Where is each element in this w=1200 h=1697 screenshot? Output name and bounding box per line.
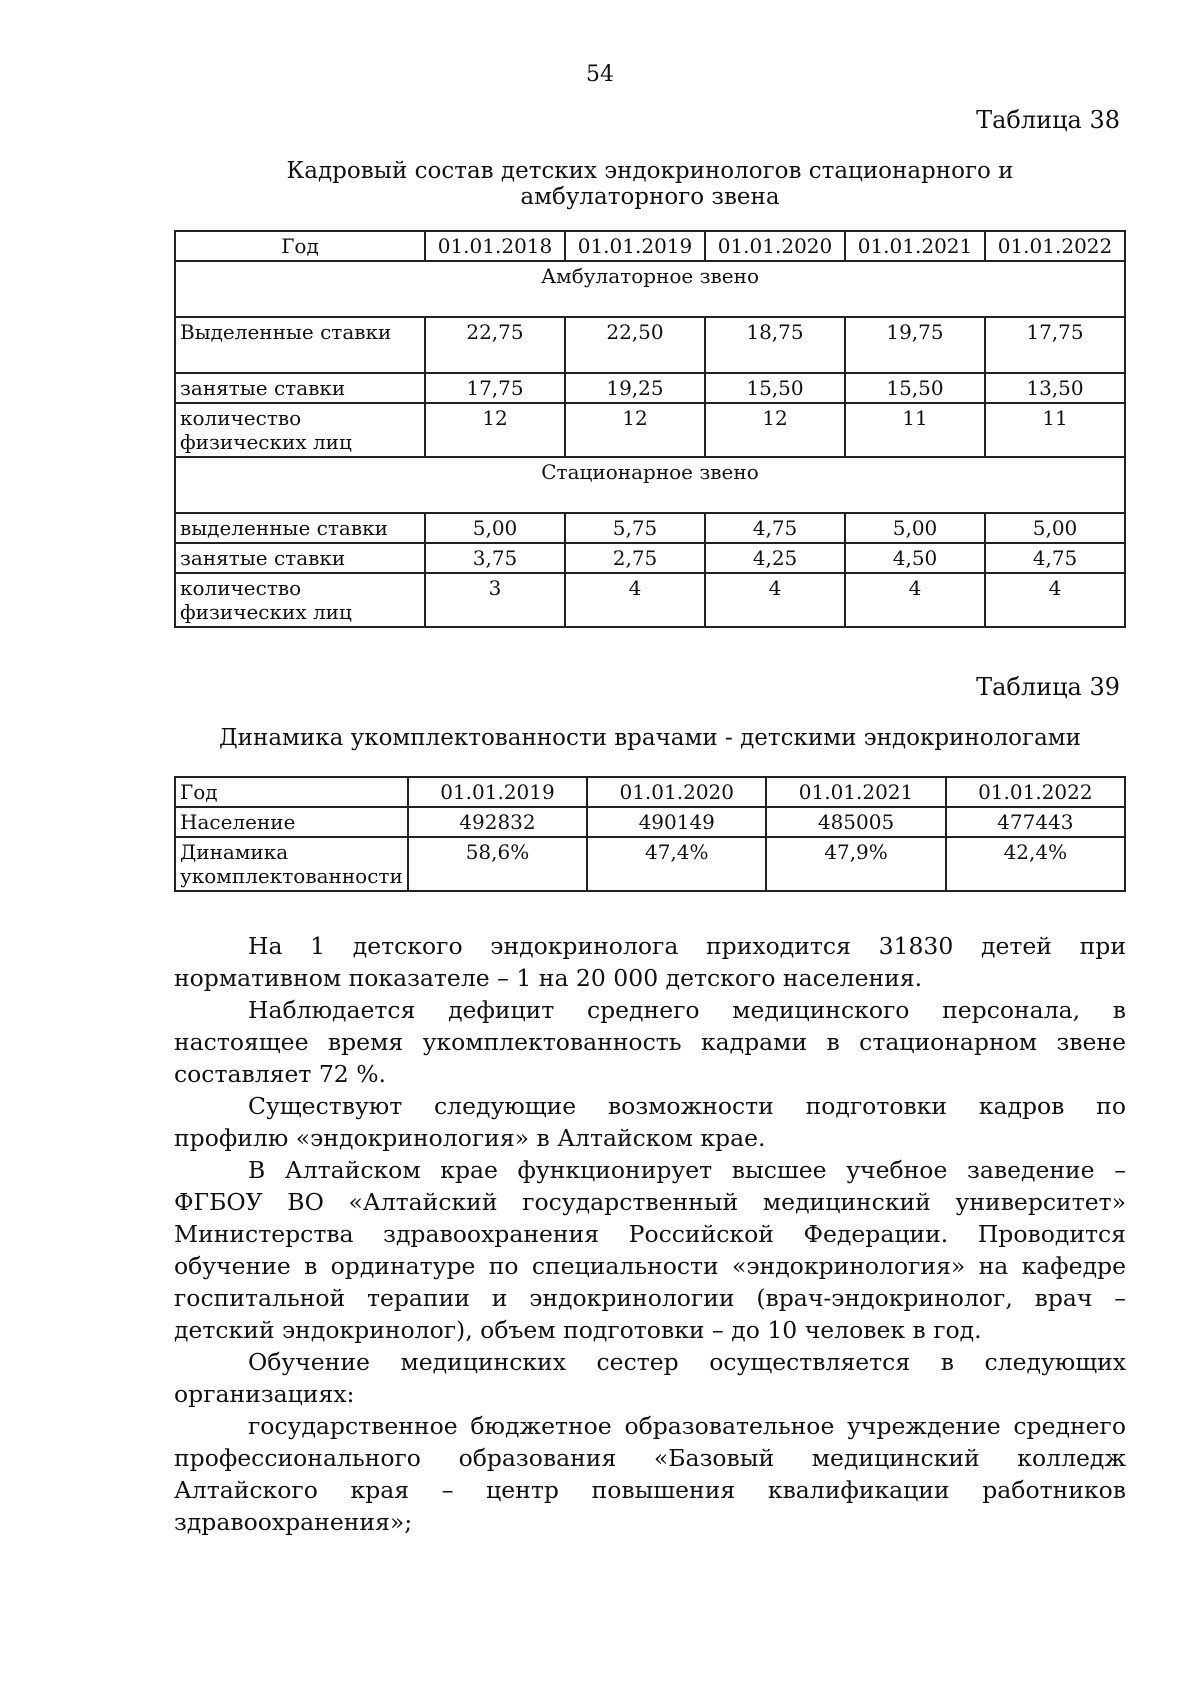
table-cell: 490149 xyxy=(587,807,766,837)
table-cell: 5,00 xyxy=(425,513,565,543)
table-cell: 58,6% xyxy=(408,837,587,891)
table-cell: 485005 xyxy=(766,807,945,837)
table-cell: 17,75 xyxy=(985,317,1125,373)
table-cell: 11 xyxy=(845,403,985,457)
table-cell: 17,75 xyxy=(425,373,565,403)
table-cell: 5,75 xyxy=(565,513,705,543)
table-cell: 5,00 xyxy=(985,513,1125,543)
table-row xyxy=(175,807,1125,837)
table-row xyxy=(175,573,1125,627)
table-cell: 4 xyxy=(565,573,705,627)
table-cell: 13,50 xyxy=(985,373,1125,403)
header-cell: 01.01.2019 xyxy=(408,777,587,807)
header-cell: 01.01.2020 xyxy=(705,231,845,261)
table-cell: 15,50 xyxy=(845,373,985,403)
table-cell: 4,75 xyxy=(985,543,1125,573)
table-cell: 22,50 xyxy=(565,317,705,373)
row-label: выделенные ставки xyxy=(175,513,425,543)
table-cell: 47,9% xyxy=(766,837,945,891)
table-cell: 22,75 xyxy=(425,317,565,373)
row-label: количество физических лиц xyxy=(175,403,425,457)
table-cell: 4,50 xyxy=(845,543,985,573)
paragraph: Существуют следующие возможности подготовки кадров по профилю «эндокринология» в Алтайском крае. xyxy=(174,1092,1126,1152)
table-cell: 11 xyxy=(985,403,1125,457)
section-ambulatory: Амбулаторное звено xyxy=(175,261,1125,317)
table-cell: 477443 xyxy=(946,807,1125,837)
table-header-row xyxy=(175,231,1125,261)
paragraph: Наблюдается дефицит среднего медицинского персонала, в настоящее время укомплектованность кадрами в стационарном звене составляет 72 %. xyxy=(174,996,1126,1088)
table-cell: 12 xyxy=(425,403,565,457)
section-inpatient: Стационарное звено xyxy=(175,457,1125,513)
table-row xyxy=(175,403,1125,457)
table38-caption-line1: Кадровый состав детских эндокринологов стационарного и xyxy=(286,158,1014,184)
table-cell: 3 xyxy=(425,573,565,627)
table-cell: 3,75 xyxy=(425,543,565,573)
table-cell: 42,4% xyxy=(946,837,1125,891)
header-cell: 01.01.2018 xyxy=(425,231,565,261)
row-label: Выделенные ставки xyxy=(175,317,425,373)
header-cell: 01.01.2019 xyxy=(565,231,705,261)
page-number: 54 xyxy=(586,62,614,87)
table39-label: Таблица 39 xyxy=(976,673,1120,701)
table38-caption-line2: амбулаторного звена xyxy=(520,184,780,210)
row-label: количество физических лиц xyxy=(175,573,425,627)
header-cell: 01.01.2021 xyxy=(766,777,945,807)
table-cell: 5,00 xyxy=(845,513,985,543)
table-cell: 12 xyxy=(705,403,845,457)
section-row xyxy=(175,261,1125,317)
header-cell: 01.01.2020 xyxy=(587,777,766,807)
table38-caption xyxy=(170,158,1130,210)
table-row xyxy=(175,837,1125,891)
table-cell: 4 xyxy=(705,573,845,627)
table-row xyxy=(175,373,1125,403)
header-cell: 01.01.2022 xyxy=(985,231,1125,261)
paragraph: государственное бюджетное образовательное учреждение среднего профессионального образования «Базовый медицинский колледж Алтайского края – центр повышения квалификации работников здравоохранения»; xyxy=(174,1412,1126,1536)
table-cell: 4,25 xyxy=(705,543,845,573)
table-header-row xyxy=(175,777,1125,807)
staff-table xyxy=(174,230,1126,628)
paragraph: В Алтайском крае функционирует высшее учебное заведение – ФГБОУ ВО «Алтайский государственный медицинский университет» Министерства здравоохранения Российской Федерации. Проводится обучение в ординатуре по специальности «эндокринология» на кафедре госпитальной терапии и эндокринологии (врач-эндокринолог, врач – детский эндокринолог), объем подготовки – до 10 человек в год. xyxy=(174,1156,1126,1344)
table-cell: 12 xyxy=(565,403,705,457)
table-cell: 4,75 xyxy=(705,513,845,543)
table-cell: 47,4% xyxy=(587,837,766,891)
row-label: занятые ставки xyxy=(175,543,425,573)
row-label: Население xyxy=(175,807,408,837)
table-row xyxy=(175,543,1125,573)
staffing-table xyxy=(174,776,1126,892)
header-cell: Год xyxy=(175,777,408,807)
table-cell: 18,75 xyxy=(705,317,845,373)
table-cell: 19,75 xyxy=(845,317,985,373)
table-row xyxy=(175,317,1125,373)
paragraph: На 1 детского эндокринолога приходится 31830 детей при нормативном показателе – 1 на 20 000 детского населения. xyxy=(174,932,1126,992)
row-label: Динамика укомплектованности xyxy=(175,837,408,891)
table38-label: Таблица 38 xyxy=(976,106,1120,134)
header-cell: 01.01.2021 xyxy=(845,231,985,261)
table-cell: 4 xyxy=(985,573,1125,627)
row-label: занятые ставки xyxy=(175,373,425,403)
table39-caption: Динамика укомплектованности врачами - детскими эндокринологами xyxy=(218,725,1082,751)
header-cell: 01.01.2022 xyxy=(946,777,1125,807)
body-text xyxy=(174,930,1126,1538)
header-cell: Год xyxy=(175,231,425,261)
table-cell: 2,75 xyxy=(565,543,705,573)
table-cell: 19,25 xyxy=(565,373,705,403)
table-cell: 15,50 xyxy=(705,373,845,403)
table-cell: 492832 xyxy=(408,807,587,837)
table-cell: 4 xyxy=(845,573,985,627)
section-row xyxy=(175,457,1125,513)
paragraph: Обучение медицинских сестер осуществляется в следующих организациях: xyxy=(174,1348,1126,1408)
table-row xyxy=(175,513,1125,543)
